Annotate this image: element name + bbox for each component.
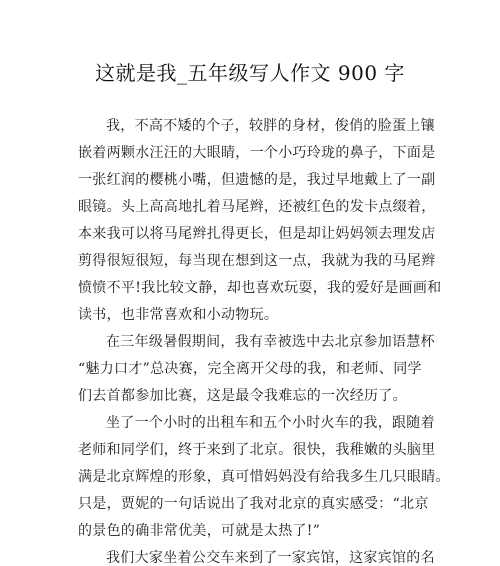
document-title: 这就是我_五年级写人作文 900 字 xyxy=(95,61,405,85)
text-line: “魅力口才”总决赛，完全离开父母的我，和老师、同学 xyxy=(78,361,422,377)
text-line: 的景色的确非常优美，可就是太热了!” xyxy=(78,523,321,539)
text-line: 我们大家坐着公交车来到了一家宾馆，这家宾馆的名 xyxy=(106,550,435,566)
text-line: 愤愤不平!我比较文静，却也喜欢玩耍，我的爱好是画画和 xyxy=(78,280,442,296)
text-line: 满是北京辉煌的形象，真可惜妈妈没有给我多生几只眼睛。 xyxy=(78,469,450,485)
text-line: 坐了一个小时的出租车和五个小时火车的我，跟随着 xyxy=(106,415,435,431)
text-line: 们去首都参加比赛，这是最令我难忘的一次经历了。 xyxy=(78,388,407,404)
text-line: 一张红润的樱桃小嘴，但遗憾的是，我过早地戴上了一副 xyxy=(78,172,436,188)
document-body xyxy=(78,113,450,566)
text-line: 老师和同学们，终于来到了北京。很快，我稚嫩的头脑里 xyxy=(78,442,436,458)
text-line: 剪得很短很短，每当现在想到这一点，我就为我的马尾辫 xyxy=(78,253,436,269)
text-line: 眼镜。头上高高地扎着马尾辫，还被红色的发卡点缀着， xyxy=(78,199,436,215)
text-line: 在三年级暑假期间，我有幸被选中去北京参加语慧杯 xyxy=(106,334,435,350)
text-line: 我，不高不矮的个子，较胖的身材，俊俏的脸蛋上镶 xyxy=(106,118,435,134)
text-line: 嵌着两颗水汪汪的大眼睛，一个小巧玲珑的鼻子，下面是 xyxy=(78,145,436,161)
text-line: 读书，也非常喜欢和小动物玩。 xyxy=(78,307,279,323)
text-line: 只是，贾妮的一句话说出了我对北京的真实感受：“北京 xyxy=(78,496,429,512)
text-line: 本来我可以将马尾辫扎得更长，但是却让妈妈领去理发店 xyxy=(78,226,436,242)
